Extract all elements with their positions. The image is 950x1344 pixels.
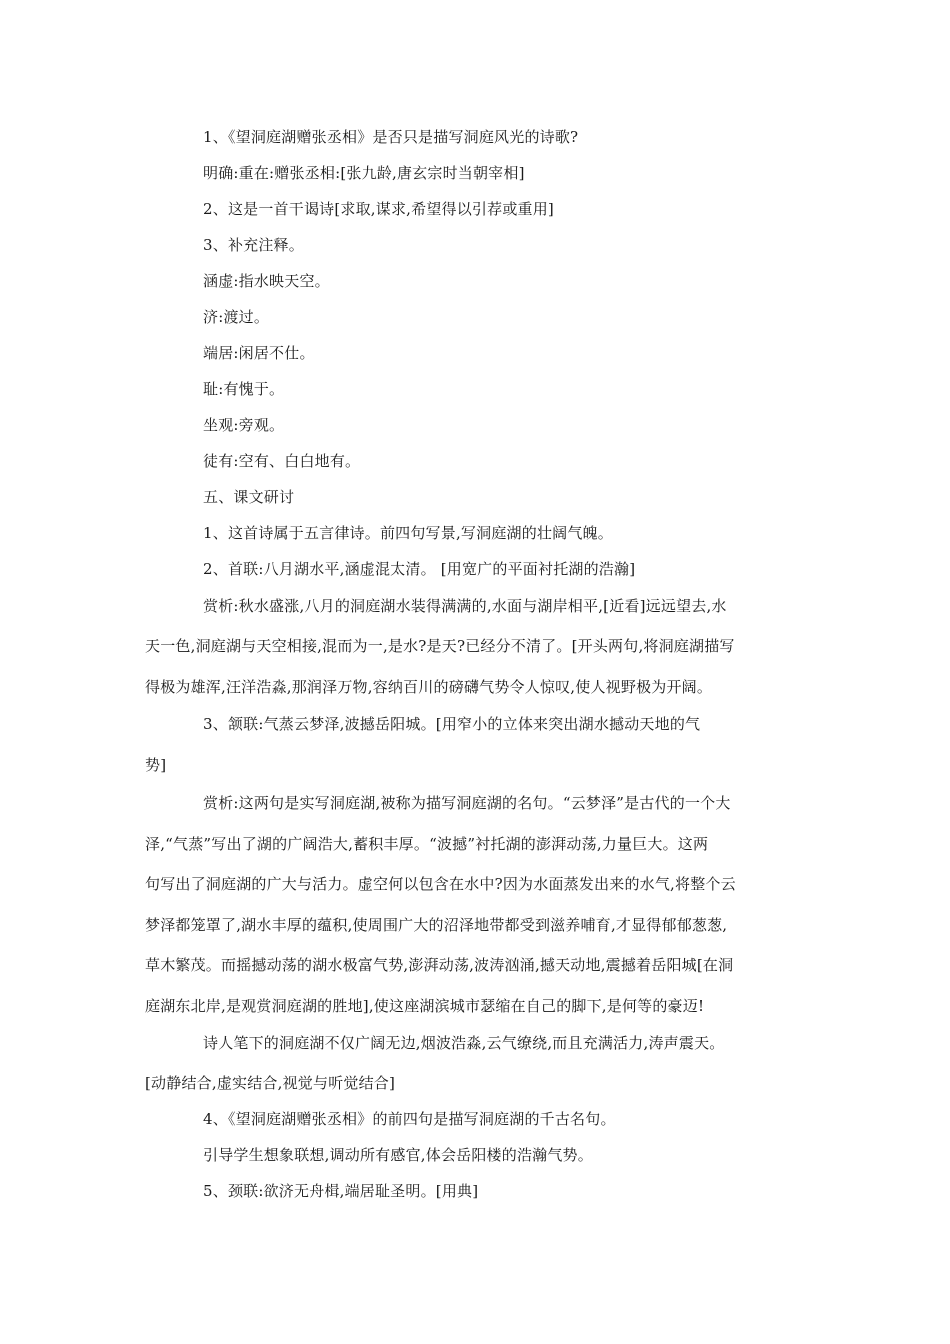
text-line: 坐观:旁观。 [203, 416, 285, 434]
text-line: 耻:有愧于。 [203, 380, 285, 398]
text-line: 赏析:秋水盛涨,八月的洞庭湖水装得满满的,水面与湖岸相平,[近看]远远望去,水 [203, 597, 727, 615]
text-line: 3、颔联:气蒸云梦泽,波撼岳阳城。[用窄小的立体来突出湖水撼动天地的气 [203, 715, 701, 733]
text-line: 4、《望洞庭湖赠张丞相》的前四句是描写洞庭湖的千古名句。 [203, 1110, 616, 1128]
text-line: 3、补充注释。 [203, 236, 304, 254]
text-line: 得极为雄浑,汪洋浩淼,那润泽万物,容纳百川的磅礴气势令人惊叹,使人视野极为开阔。 [145, 678, 713, 696]
text-line: 2、这是一首干谒诗[求取,谋求,希望得以引荐或重用] [203, 200, 554, 218]
text-line: 天一色,洞庭湖与天空相接,混而为一,是水?是天?已经分不清了。[开头两句,将洞庭湖描写 [145, 637, 735, 655]
text-line: 2、首联:八月湖水平,涵虚混太清。 [用宽广的平面衬托湖的浩瀚] [203, 560, 636, 578]
text-line: 赏析:这两句是实写洞庭湖,被称为描写洞庭湖的名句。“云梦泽”是古代的一个大 [203, 794, 731, 812]
text-line: 泽,“气蒸”写出了湖的广阔浩大,蓄积丰厚。“波撼”衬托湖的澎湃动荡,力量巨大。这两 [145, 835, 709, 853]
text-line: 济:渡过。 [203, 308, 270, 326]
text-line: 徒有:空有、白白地有。 [203, 452, 361, 470]
text-line: 句写出了洞庭湖的广大与活力。虚空何以包含在水中?因为水面蒸发出来的水气,将整个云 [145, 875, 736, 893]
text-line: 诗人笔下的洞庭湖不仅广阔无边,烟波浩淼,云气缭绕,而且充满活力,涛声震天。 [203, 1034, 725, 1052]
text-line: 草木繁茂。而摇撼动荡的湖水极富气势,澎湃动荡,波涛汹涌,撼天动地,震撼着岳阳城[在洞 [145, 956, 734, 974]
text-line: 庭湖东北岸,是观赏洞庭湖的胜地],使这座湖滨城市瑟缩在自己的脚下,是何等的豪迈! [145, 997, 705, 1015]
text-line: 梦泽都笼罩了,湖水丰厚的蕴积,使周围广大的沼泽地带都受到滋养哺育,才显得郁郁葱葱, [145, 916, 728, 934]
text-line: 端居:闲居不仕。 [203, 344, 315, 362]
text-line: 涵虚:指水映天空。 [203, 272, 330, 290]
text-line: [动静结合,虚实结合,视觉与听觉结合] [145, 1074, 396, 1092]
text-line: 明确:重在:赠张丞相:[张九龄,唐玄宗时当朝宰相] [203, 164, 525, 182]
text-line: 1、《望洞庭湖赠张丞相》是否只是描写洞庭风光的诗歌? [203, 128, 579, 146]
text-line: 引导学生想象联想,调动所有感官,体会岳阳楼的浩瀚气势。 [203, 1146, 593, 1164]
text-line: 1、这首诗属于五言律诗。前四句写景,写洞庭湖的壮阔气魄。 [203, 524, 613, 542]
text-line: 势] [145, 756, 167, 774]
section-heading: 五、课文研讨 [203, 488, 295, 506]
text-line: 5、颈联:欲济无舟楫,端居耻圣明。[用典] [203, 1182, 479, 1200]
